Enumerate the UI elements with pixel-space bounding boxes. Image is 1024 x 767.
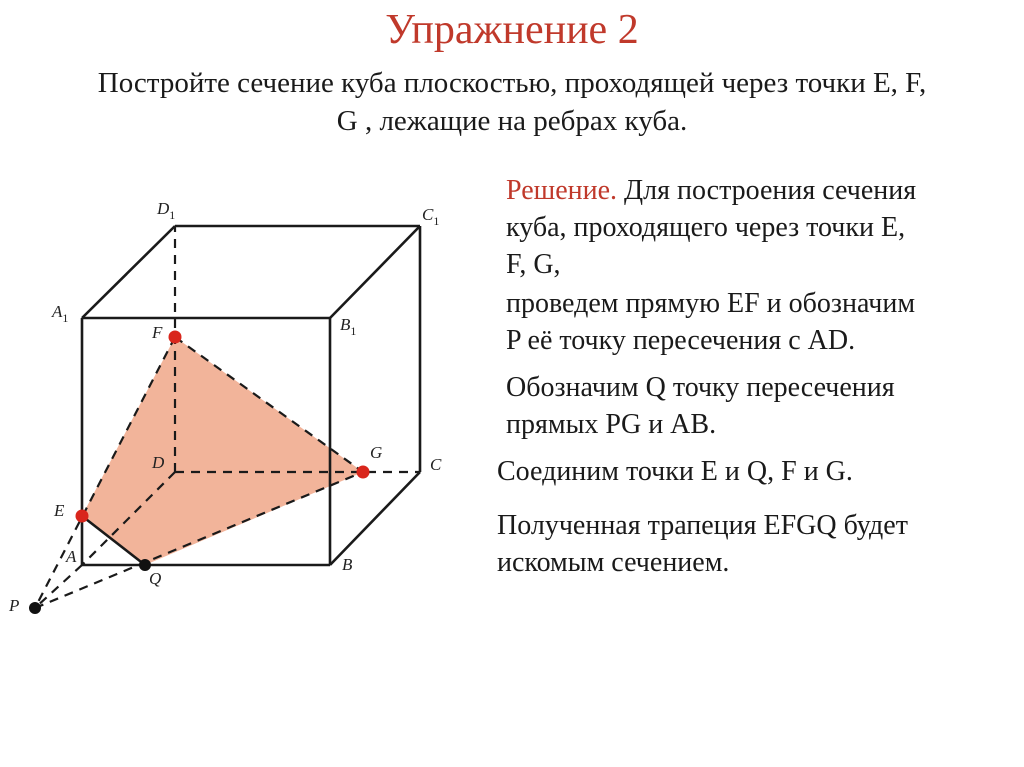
task-line-1: Постройте сечение куба плоскостью, проходящей через точки E, F, bbox=[97, 67, 927, 99]
edge-a1d1 bbox=[82, 226, 175, 318]
edge-b1c1 bbox=[330, 226, 420, 318]
label-d: D bbox=[152, 453, 165, 472]
label-a1: $A_1$ bbox=[52, 302, 69, 325]
solution-line-6: Обозначим Q точку пересечения bbox=[506, 372, 895, 403]
solution-paragraph-2 bbox=[506, 285, 915, 359]
solution-line-3: F, G, bbox=[506, 249, 561, 280]
point-f bbox=[169, 331, 182, 344]
point-g bbox=[357, 466, 370, 479]
solution-paragraph-1 bbox=[506, 172, 916, 283]
solution-line-1: Решение. Для построения сечения bbox=[506, 175, 917, 206]
label-c: C bbox=[430, 455, 442, 474]
solution-line-5: P её точку пересечения с AD. bbox=[506, 325, 856, 356]
solution-line-4: проведем прямую EF и обозначим bbox=[506, 288, 916, 319]
page-title: Упражнение 2 bbox=[385, 7, 639, 53]
label-g: G bbox=[370, 443, 383, 462]
label-b1: $B_1$ bbox=[340, 315, 357, 338]
edge-bc bbox=[330, 472, 420, 565]
solution-paragraph-4 bbox=[497, 453, 853, 490]
solution-line-9: Полученная трапеция EFGQ будет bbox=[497, 510, 908, 541]
point-p bbox=[29, 602, 41, 614]
line-pd-extension bbox=[35, 565, 82, 608]
task-line-2: G , лежащие на ребрах куба. bbox=[336, 105, 688, 137]
solution-paragraph-3 bbox=[506, 369, 895, 443]
solution-line-2: куба, проходящего через точки E, bbox=[506, 212, 906, 243]
label-e: E bbox=[54, 501, 65, 520]
solution-line-8: Соединим точки E и Q, F и G. bbox=[497, 456, 853, 487]
solution-label: Решение. bbox=[506, 175, 618, 206]
label-b: B bbox=[342, 555, 353, 574]
solution-line-10: искомым сечением. bbox=[497, 547, 730, 578]
solution-line-7: прямых PG и AB. bbox=[506, 409, 717, 440]
label-c1: $C_1$ bbox=[422, 205, 440, 228]
solution-paragraph-5 bbox=[497, 507, 908, 581]
label-q: Q bbox=[149, 569, 162, 588]
label-p: P bbox=[9, 596, 20, 615]
label-a: A bbox=[66, 547, 77, 566]
label-d1: $D_1$ bbox=[157, 199, 176, 222]
label-f: F bbox=[152, 323, 163, 342]
section-polygon bbox=[82, 337, 363, 565]
point-e bbox=[76, 510, 89, 523]
